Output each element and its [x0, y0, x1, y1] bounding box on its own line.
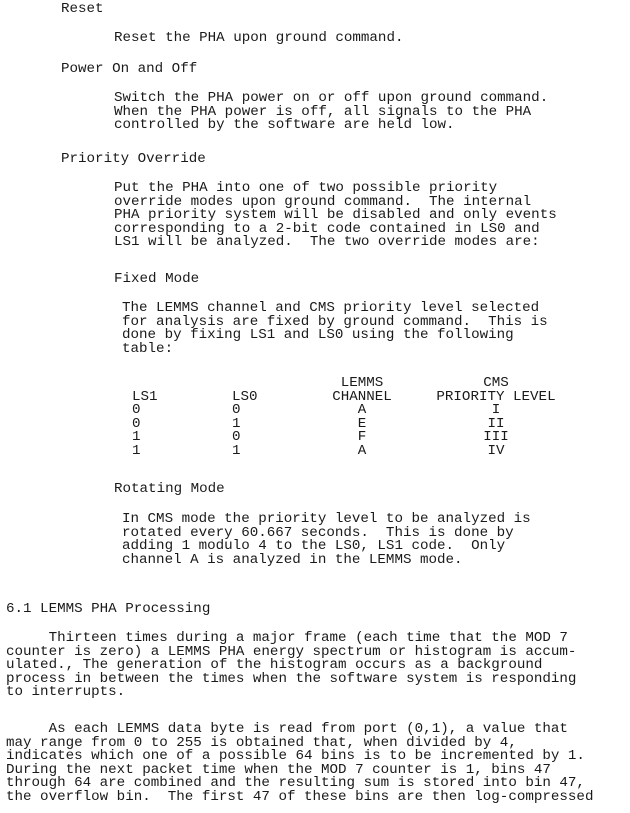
paragraph-1: Thirteen times during a major frame (each time that the MOD 7 counter is zero) a LEMMS PHA energy spectrum or histogram is accum- ulated., The generation of the histogram occurs as a background process in between the times when the software system is responding to interrupts.: [6, 630, 577, 701]
table-cell: 1: [232, 415, 241, 432]
table-cell: IV: [487, 442, 505, 459]
table-header-bottom: [122, 388, 570, 405]
table-cell: 1: [232, 442, 241, 459]
table-cell: III: [483, 429, 509, 446]
priority-body: Put the PHA into one of two possible priority override modes upon ground command. The internal PHA priority system will be disabled and only events corresponding to a 2-bit code contained in LS0 and LS1 will be analyzed. The two override modes are:: [114, 180, 557, 251]
paragraph-2: As each LEMMS data byte is read from port (0,1), a value that may range from 0 to 255 is obtained that, when divided by 4, indicates which one of a possible 64 bins is to be incremented by 1. During the next packet time when the MOD 7 counter is 1, bins 47 through 64 are combined and the resulting sum is stored into bin 47, the overflow bin. The first 47 of these bins are then log-compressed: [6, 721, 594, 805]
table-cell: E: [357, 415, 367, 432]
table-header-cell: CHANNEL: [332, 388, 392, 405]
table-header-cell: LEMMS: [340, 375, 384, 391]
table-cell: A: [357, 402, 367, 419]
fixed-mode-body: The LEMMS channel and CMS priority level selected for analysis are fixed by ground command. This is done by fixing LS1 and LS0 using the following table:: [122, 300, 548, 357]
table-header-cell: LS1: [132, 388, 158, 405]
power-body: Switch the PHA power on or off upon ground command. When the PHA power is off, all signals to the PHA controlled by the software are held low.: [114, 90, 549, 134]
power-heading: Power On and Off: [61, 61, 198, 77]
table-cell: 0: [232, 429, 241, 446]
table-cell: I: [491, 402, 501, 419]
table-cell: 1: [132, 442, 141, 459]
table-cell: 0: [132, 402, 141, 419]
priority-table: [122, 377, 570, 459]
fixed-mode-heading: Fixed Mode: [114, 271, 200, 287]
table-cell: 0: [132, 415, 141, 432]
table-cell: II: [487, 415, 505, 432]
table-cell: 1: [132, 429, 141, 446]
rotating-mode-body: In CMS mode the priority level to be analyzed is rotated every 60.667 seconds. This is done by adding 1 modulo 4 to the LS0, LS1 code. Only channel A is analyzed in the LEMMS mode.: [122, 511, 531, 568]
reset-heading: Reset: [61, 1, 104, 17]
table-cell: 0: [232, 402, 241, 419]
rotating-mode-heading: Rotating Mode: [114, 481, 225, 497]
table-header-cell: CMS: [483, 375, 509, 391]
priority-heading: Priority Override: [61, 151, 206, 167]
table-header-cell: PRIORITY LEVEL: [436, 388, 556, 405]
table-row: [122, 442, 570, 459]
reset-body: Reset the PHA upon ground command.: [114, 30, 404, 46]
table-cell: A: [357, 442, 367, 459]
table-header-cell: LS0: [232, 388, 258, 405]
table-cell: F: [357, 429, 367, 446]
section-title: 6.1 LEMMS PHA Processing: [6, 601, 211, 617]
